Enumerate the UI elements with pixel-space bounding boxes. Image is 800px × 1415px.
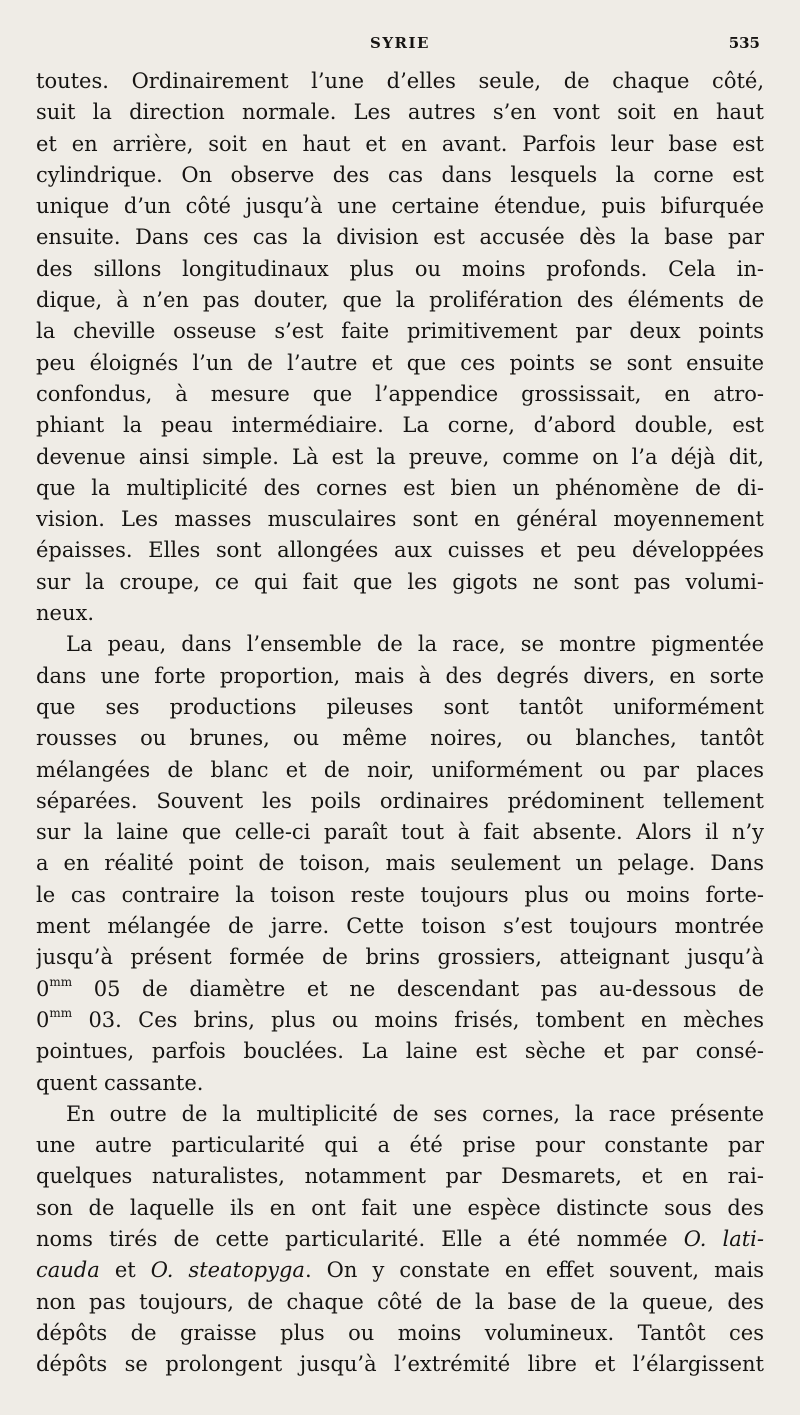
- text-line: devenue ainsi simple. Là est la preuve, comme on l’a déjà dit,: [36, 444, 764, 469]
- text-line-measurement: [36, 974, 764, 1005]
- measurement-zero: 0: [36, 1007, 50, 1032]
- text-segment: . On y constate en effet souvent, mais: [304, 1258, 764, 1283]
- text-segment: noms tirés de cette particularité. Elle a été nommée: [36, 1226, 668, 1251]
- text-line: dépôts de graisse plus ou moins volumineux. Tantôt ces: [36, 1320, 764, 1345]
- text-line: ment mélangée de jarre. Cette toison s’est toujours montrée: [36, 914, 764, 939]
- text-line: une autre particularité qui a été prise pour constante par: [36, 1133, 764, 1158]
- text-line: quelques naturalistes, notamment par Desmarets, et en rai-: [36, 1164, 764, 1189]
- italic-species-name: O. steatopyga: [150, 1258, 305, 1283]
- text-line: rousses ou brunes, ou même noires, ou blanches, tantôt: [36, 726, 764, 751]
- text-line: la cheville osseuse s’est faite primitivement par deux points: [36, 319, 764, 344]
- text-line: dépôts se prolongent jusqu’à l’extrémité libre et l’élargissent: [36, 1352, 764, 1377]
- text-line-with-italic: [36, 1255, 764, 1286]
- text-line: confondus, à mesure que l’appendice grossissait, en atro-: [36, 381, 764, 406]
- text-line: le cas contraire la toison reste toujours plus ou moins forte-: [36, 882, 764, 907]
- text-line: sur la laine que celle-ci paraît tout à fait absente. Alors il n’y: [36, 820, 764, 845]
- text-line-with-italic: [36, 1224, 764, 1255]
- page-number: 535: [728, 34, 760, 52]
- running-head: [36, 34, 764, 58]
- text-line: non pas toujours, de chaque côté de la base de la queue, des: [36, 1289, 764, 1314]
- text-line: jusqu’à présent formée de brins grossiers, atteignant jusqu’à: [36, 945, 764, 970]
- text-line: ensuite. Dans ces cas la division est accusée dès la base par: [36, 225, 764, 250]
- text-line: phiant la peau intermédiaire. La corne, d’abord double, est: [36, 413, 764, 438]
- italic-species-name: O. lati-: [683, 1226, 764, 1251]
- body-text: [36, 66, 764, 1380]
- text-line: a en réalité point de toison, mais seulement un pelage. Dans: [36, 851, 764, 876]
- text-line: peu éloignés l’un de l’autre et que ces points se sont ensuite: [36, 350, 764, 375]
- text-segment: et: [99, 1258, 151, 1283]
- text-line-measurement: [36, 1005, 764, 1036]
- text-line: neux.: [36, 601, 94, 626]
- text-line: toutes. Ordinairement l’une d’elles seule, de chaque côté,: [36, 69, 764, 93]
- text-line: cylindrique. On observe des cas dans lesquels la corne est: [36, 162, 764, 187]
- text-line: En outre de la multiplicité de ses cornes, la race présente: [66, 1101, 764, 1126]
- paragraph-2: [36, 629, 764, 1098]
- text-line: épaisses. Elles sont allongées aux cuisses et peu développées: [36, 538, 764, 563]
- paragraph-3: [36, 1099, 764, 1381]
- measurement-zero: 0: [36, 976, 50, 1001]
- text-line: dans une forte proportion, mais à des degrés divers, en sorte: [36, 663, 764, 688]
- text-line: unique d’un côté jusqu’à une certaine étendue, puis bifurquée: [36, 194, 764, 219]
- text-line: La peau, dans l’ensemble de la race, se montre pigmentée: [66, 632, 764, 657]
- unit-superscript: mm: [49, 1005, 73, 1020]
- text-line: son de laquelle ils en ont fait une espèce distincte sous des: [36, 1195, 764, 1220]
- text-line: dique, à n’en pas douter, que la prolifération des éléments de: [36, 288, 764, 313]
- italic-species-name: cauda: [36, 1258, 100, 1283]
- text-line: séparées. Souvent les poils ordinaires prédominent tellement: [36, 788, 764, 813]
- paragraph-1: [36, 66, 764, 629]
- text-line: que ses productions pileuses sont tantôt uniformément: [36, 694, 764, 719]
- text-line: pointues, parfois bouclées. La laine est sèche et par consé-: [36, 1039, 764, 1064]
- text-line: quent cassante.: [36, 1070, 204, 1095]
- text-line: des sillons longitudinaux plus ou moins profonds. Cela in-: [36, 256, 764, 281]
- running-head-title: SYRIE: [370, 34, 430, 52]
- text-line: et en arrière, soit en haut et en avant. Parfois leur base est: [36, 131, 764, 156]
- measurement-text: 03. Ces brins, plus ou moins frisés, tombent en mèches: [72, 1007, 764, 1032]
- text-line: que la multiplicité des cornes est bien un phénomène de di-: [36, 475, 764, 500]
- text-line: vision. Les masses musculaires sont en général moyennement: [36, 507, 764, 532]
- unit-superscript: mm: [49, 974, 73, 989]
- text-line: sur la croupe, ce qui fait que les gigots ne sont pas volumi-: [36, 569, 764, 594]
- measurement-text: 05 de diamètre et ne descendant pas au-dessous de: [72, 976, 764, 1001]
- text-line: suit la direction normale. Les autres s’en vont soit en haut: [36, 100, 764, 125]
- text-line: mélangées de blanc et de noir, uniformément ou par places: [36, 757, 764, 782]
